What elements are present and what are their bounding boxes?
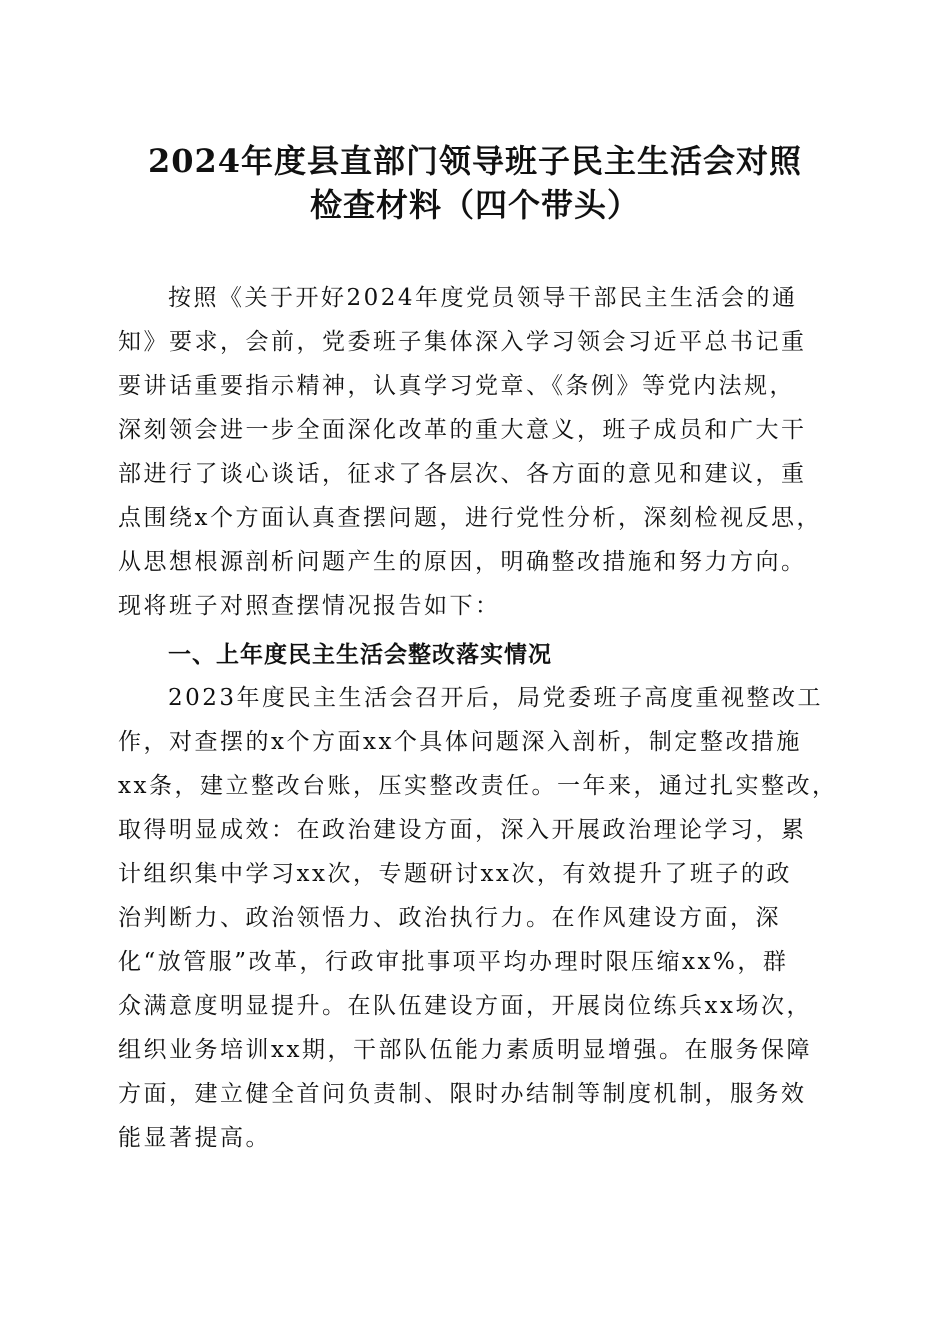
document-title-line-2: 检查材料（四个带头） xyxy=(309,186,640,224)
section-line: 2023年度民主生活会召开后，局党委班子高度重视整改工 xyxy=(168,685,824,711)
section-line: 方面，建立健全首问负责制、限时办结制等制度机制，服务效 xyxy=(118,1081,807,1107)
section-line: 能显著提高。 xyxy=(118,1125,271,1151)
intro-line: 深刻领会进一步全面深化改革的重大意义，班子成员和广大干 xyxy=(118,417,807,443)
section-line: 化“放管服”改革，行政审批事项平均办理时限压缩xx%，群 xyxy=(118,949,789,975)
section-line: 计组织集中学习xx次，专题研讨xx次，有效提升了班子的政 xyxy=(118,861,792,887)
section-line: 众满意度明显提升。在队伍建设方面，开展岗位练兵xx场次， xyxy=(118,993,812,1019)
section-line: 取得明显成效：在政治建设方面，深入开展政治理论学习，累 xyxy=(118,817,807,843)
section-line: xx条，建立整改台账，压实整改责任。一年来，通过扎实整改， xyxy=(118,773,838,799)
section-line: 组织业务培训xx期，干部队伍能力素质明显增强。在服务保障 xyxy=(118,1037,812,1063)
intro-line: 部进行了谈心谈话，征求了各层次、各方面的意见和建议，重 xyxy=(118,461,807,487)
intro-line: 按照《关于开好2024年度党员领导干部民主生活会的通 xyxy=(168,285,798,311)
intro-line: 知》要求，会前，党委班子集体深入学习领会习近平总书记重 xyxy=(118,329,807,355)
section-line: 作，对查摆的x个方面xx个具体问题深入剖析，制定整改措施 xyxy=(118,729,802,755)
intro-line: 要讲话重要指示精神，认真学习党章、《条例》等党内法规， xyxy=(118,373,795,399)
intro-line: 现将班子对照查摆情况报告如下： xyxy=(118,593,501,619)
section-heading: 一、上年度民主生活会整改落实情况 xyxy=(168,642,552,668)
section-line: 治判断力、政治领悟力、政治执行力。在作风建设方面，深 xyxy=(118,905,781,931)
intro-line: 从思想根源剖析问题产生的原因，明确整改措施和努力方向。 xyxy=(118,549,807,575)
document-title-line-1: 2024年度县直部门领导班子民主生活会对照 xyxy=(147,142,803,180)
intro-line: 点围绕x个方面认真查摆问题，进行党性分析，深刻检视反思， xyxy=(118,505,822,531)
